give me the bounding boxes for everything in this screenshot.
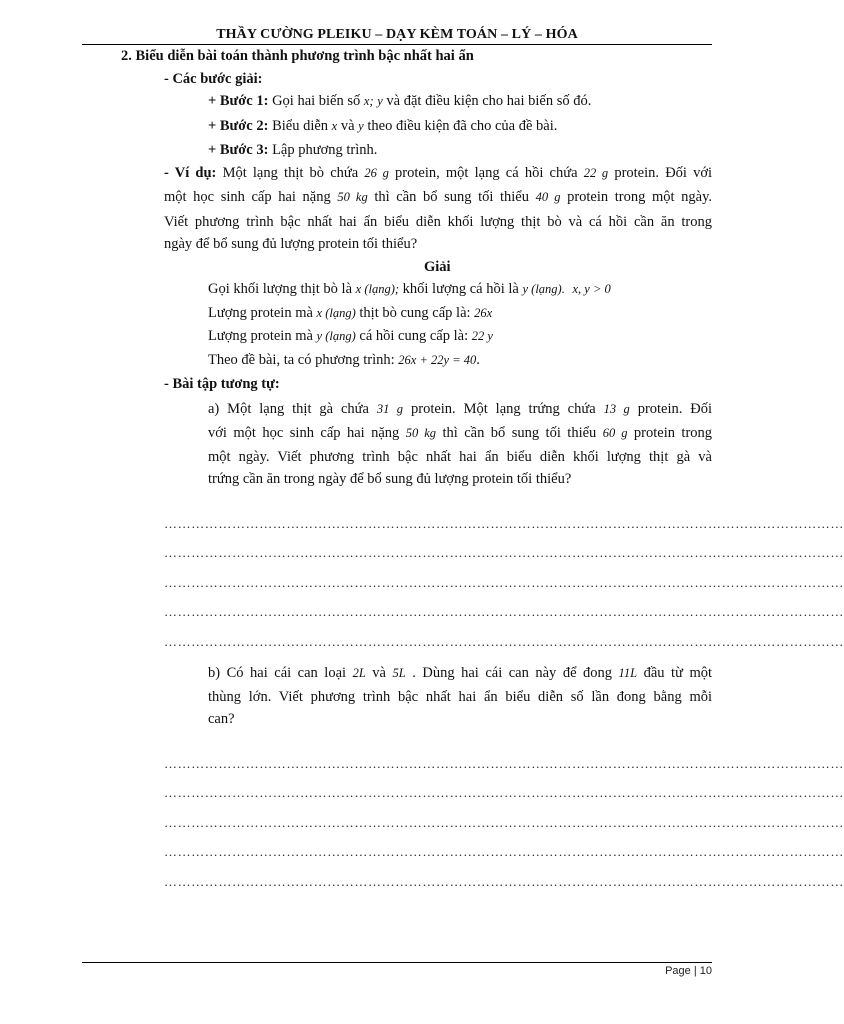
exercise-text: và [372,665,386,681]
example-text: thì cần bổ sung tối thiểu [374,189,529,205]
exercise-text: protein. Đối [637,401,713,417]
exercise-a-line-1 [208,399,712,420]
step-1-var-y: y [377,94,383,108]
solution-var-y: y (lạng). [522,282,565,296]
solution-text: Theo đề bài, ta có phương trình: [208,352,395,368]
exercise-text: thì cần bổ sung tối thiểu [442,425,597,441]
step-3 [208,142,377,159]
exercises-heading: - Bài tập tương tự: [164,376,280,392]
example-text: một học sinh cấp hai nặng [164,189,331,205]
step-1-var-x: x; [363,94,374,108]
example-value-26g: 26 g [364,166,389,180]
exercise-value-11L: 11L [618,666,638,680]
answer-line[interactable]: …………………………………………………………………………………………………………………………………… [164,844,844,859]
exercise-text: protein. Một lạng trứng chứa [410,401,596,417]
exercise-a-line-4: trứng cần ăn trong ngày để bổ sung đủ lượng protein tối thiểu? [208,471,572,487]
solution-var-y: y (lạng) [316,329,356,343]
step-2 [208,118,557,135]
example-text: protein trong một ngày. [567,189,713,205]
step-2-var-y: y [358,119,364,133]
solution-text: cá hồi cung cấp là: [359,328,469,344]
exercise-value-50kg: 50 kg [405,426,436,440]
answer-line[interactable]: …………………………………………………………………………………………………………………………………… [164,874,844,889]
step-1 [208,93,591,110]
exercise-value-5L: 5L [392,666,406,680]
exercise-text: . Dùng hai cái can này để đong [412,665,613,681]
answer-line[interactable]: …………………………………………………………………………………………………………………………………… [164,516,844,531]
exercise-a-line-2 [208,423,712,444]
example-value-22g: 22 g [583,166,609,180]
solution-value: 26x [474,306,493,320]
example-text: protein, một lạng cá hồi chứa [395,165,578,181]
header-divider [82,44,712,45]
exercise-text: b) Có hai cái can loại [208,665,347,681]
solution-text: Lượng protein mà [208,305,313,321]
step-1-label: + Bước 1: [208,93,269,109]
answer-line[interactable]: …………………………………………………………………………………………………………………………………… [164,545,844,560]
example-value-40g: 40 g [535,190,561,204]
answer-line[interactable]: …………………………………………………………………………………………………………………………………… [164,815,844,830]
example-text: protein. Đối với [614,165,713,181]
solution-var-x: x (lạng) [316,306,356,320]
solution-line-2 [208,305,492,322]
section-title: 2. Biểu diễn bài toán thành phương trình bậc nhất hai ẩn [121,48,474,64]
page-number: Page | 10 [665,965,712,977]
example-text: Một lạng thịt bò chứa [222,165,359,181]
solution-text: thịt bò cung cấp là: [359,305,471,321]
answer-line[interactable]: …………………………………………………………………………………………………………………………………… [164,785,844,800]
example-line-1 [164,163,712,184]
step-2-text-a: Biểu diễn [272,118,329,134]
page-header-title: THẦY CƯỜNG PLEIKU – DẠY KÈM TOÁN – LÝ – HÓA [216,27,578,42]
exercise-value-2L: 2L [352,666,366,680]
answer-line[interactable]: …………………………………………………………………………………………………………………………………… [164,756,844,771]
step-2-text-b: và [340,118,355,134]
answer-line[interactable]: …………………………………………………………………………………………………………………………………… [164,634,844,649]
solution-line-3 [208,328,493,345]
step-3-label: + Bước 3: [208,142,269,158]
exercise-text: a) Một lạng thịt gà chứa [208,401,369,417]
step-2-var-x: x [331,119,338,133]
example-value-50kg: 50 kg [337,190,368,204]
exercise-value-13g: 13 g [603,402,630,416]
solution-text: . [476,352,480,368]
step-3-text: Lập phương trình. [272,142,378,158]
solution-text: khối lượng cá hồi là [402,281,519,297]
example-line-4: ngày để bổ sung đủ lượng protein tối thiểu? [164,236,418,252]
steps-heading: - Các bước giải: [164,71,263,87]
exercise-text: protein trong [633,425,713,441]
example-line-2 [164,187,712,208]
step-1-text-b: và đặt điều kiện cho hai biến số đó. [386,93,592,109]
answer-line[interactable]: …………………………………………………………………………………………………………………………………… [164,604,844,619]
step-2-text-c: theo điều kiện đã cho của đề bài. [367,118,558,134]
answer-line[interactable]: …………………………………………………………………………………………………………………………………… [164,575,844,590]
exercise-text: với một học sinh cấp hai nặng [208,425,400,441]
solution-heading: Giải [424,259,451,275]
step-2-label: + Bước 2: [208,118,269,134]
solution-equation: 26x + 22y = 40 [398,353,477,367]
solution-text: Gọi khối lượng thịt bò là [208,281,353,297]
exercise-value-31g: 31 g [376,402,404,416]
exercise-text: đầu từ một [643,665,713,681]
solution-value: 22 y [471,329,493,343]
example-line-3: Viết phương trình bậc nhất hai ẩn biểu diễn khối lượng thịt bò và cá hồi cần ăn trong [164,214,712,230]
exercise-value-60g: 60 g [602,426,628,440]
exercise-b-line-3: can? [208,711,235,727]
footer-divider [82,962,712,963]
exercise-b-line-2: thùng lớn. Viết phương trình bậc nhất hai ẩn biểu diễn số lần đong bằng mỗi [208,689,712,705]
solution-line-1 [208,281,611,298]
solution-condition: x, y > 0 [572,282,611,296]
step-1-text-a: Gọi hai biến số [272,93,361,109]
solution-line-4 [208,352,480,369]
example-label: - Ví dụ: [164,165,217,181]
solution-text: Lượng protein mà [208,328,313,344]
exercise-b-line-1 [208,663,712,684]
solution-var-x: x (lạng); [355,282,400,296]
exercise-a-line-3: một ngày. Viết phương trình bậc nhất hai ẩn biểu diễn khối lượng thịt gà và [208,449,712,465]
